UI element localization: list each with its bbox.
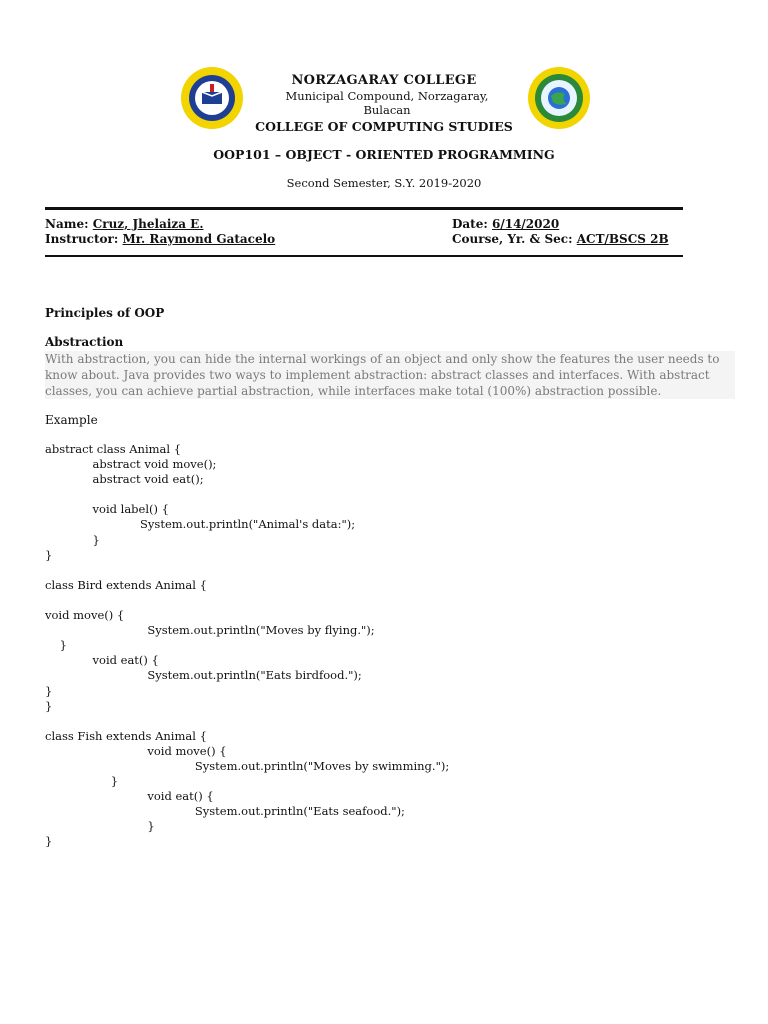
instructor-row [45,232,317,246]
section-value: ACT/BSCS 2B [576,232,669,246]
example-label: Example [45,413,98,427]
abstraction-heading: Abstraction [45,335,124,349]
semester: Second Semester, S.Y. 2019-2020 [286,176,482,190]
top-divider [45,207,683,210]
abstraction-paragraph: With abstraction, you can hide the internal workings of an object and only show the features the user needs to know about. Java provides two ways to implement abstraction: abstract classes and interfaces. With abstract classes, you can achieve partial abstraction, while interfaces make total (100%) abstraction possible. [45,351,735,399]
college-name: NORZAGARAY COLLEGE [291,73,477,88]
course-title: OOP101 – OBJECT - ORIENTED PROGRAMMING [213,147,555,162]
college-address: Municipal Compound, Norzagaray, Bulacan [285,89,489,117]
name-value: Cruz, Jhelaiza E. [92,217,204,231]
principles-heading: Principles of OOP [45,306,165,320]
section-row [452,232,669,246]
date-row [452,217,559,231]
date-label: Date: [452,217,488,231]
code-example: abstract class Animal { abstract void move(); abstract void eat(); void label() { System.out.println("Animal's data:"); } } class Bird extends Animal { void move() { System.out.println("Moves by flying."); } void eat() { System.out.println("Eats birdfood."); } } class Fish extends Animal { void move() { System.out.println("Moves by swimming."); } void eat() { System.out.println("Eats seafood."); } } [45,442,450,849]
date-value: 6/14/2020 [491,217,560,231]
name-label: Name: [45,217,89,231]
instructor-value: Mr. Raymond Gatacelo [122,232,276,246]
section-label: Course, Yr. & Sec: [452,232,573,246]
bottom-divider [45,255,683,257]
department-name: COLLEGE OF COMPUTING STUDIES [255,119,513,134]
instructor-label: Instructor: [45,232,119,246]
name-row [45,217,271,231]
